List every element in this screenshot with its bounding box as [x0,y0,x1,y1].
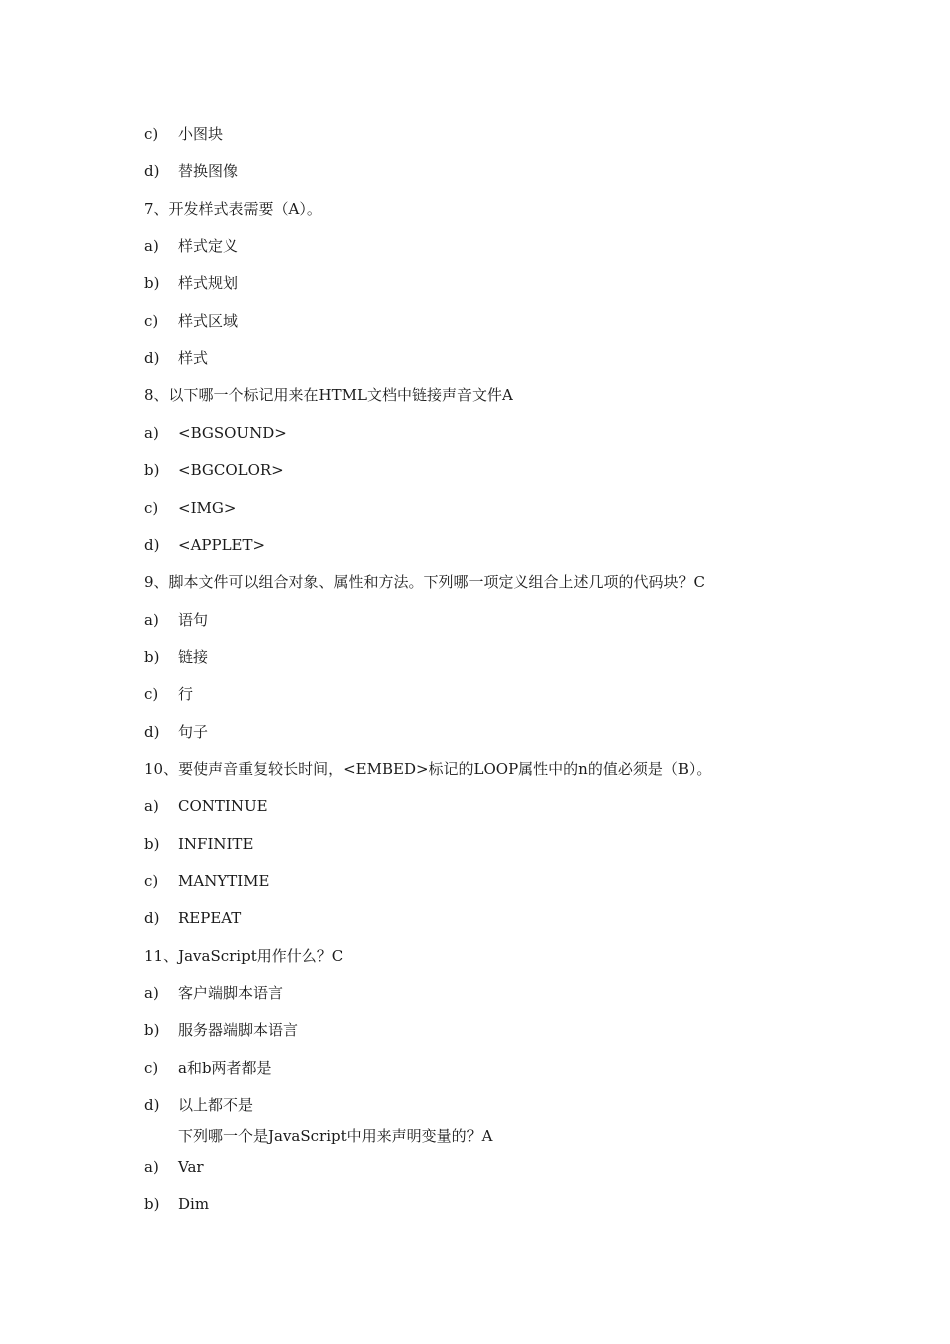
option-text: a和b两者都是 [178,1059,272,1077]
option-letter: a) [144,1158,159,1176]
option-text: <APPLET> [178,536,266,554]
answer-option [144,310,238,332]
answer-option [144,1193,209,1215]
option-text: Dim [178,1195,210,1213]
option-text: 样式规划 [178,274,239,292]
option-letter: c) [144,685,159,703]
option-letter: a) [144,984,159,1002]
option-letter: b) [144,461,160,479]
question-text: 7、开发样式表需要（A）。 [144,200,322,218]
option-text: <BGCOLOR> [178,461,284,479]
option-text: 服务器端脚本语言 [178,1021,299,1039]
option-letter: d) [144,349,160,367]
option-text: 行 [178,685,194,703]
option-text: 替换图像 [178,162,239,180]
option-text: REPEAT [178,909,242,927]
option-letter: d) [144,723,160,741]
answer-option [144,422,287,444]
option-text: 链接 [178,648,209,666]
option-text: 以上都不是 [178,1096,254,1114]
answer-option [144,534,265,556]
option-letter: b) [144,1195,160,1213]
answer-option [144,123,223,145]
option-text: CONTINUE [178,797,268,815]
answer-option [144,347,208,369]
answer-option [144,459,284,481]
option-letter: b) [144,648,160,666]
answer-option [144,497,236,519]
option-text: INFINITE [178,835,254,853]
option-letter: b) [144,835,160,853]
option-text: MANYTIME [178,872,270,890]
option-text: 小图块 [178,125,224,143]
option-letter: d) [144,1096,160,1114]
option-text: 句子 [178,723,209,741]
answer-option [144,683,193,705]
option-letter: a) [144,797,159,815]
question-text: 8、以下哪一个标记用来在HTML文档中链接声音文件A [144,386,513,404]
answer-option [144,833,253,855]
option-letter: a) [144,237,159,255]
answer-option [144,646,208,668]
option-letter: d) [144,909,160,927]
option-letter: a) [144,424,159,442]
option-letter: d) [144,536,160,554]
answer-option [144,1019,298,1041]
answer-option [144,272,238,294]
answer-option [144,721,208,743]
option-text: <IMG> [178,499,237,517]
option-text: 样式 [178,349,209,367]
option-text: 样式定义 [178,237,239,255]
answer-option [144,795,268,817]
option-letter: c) [144,312,159,330]
option-letter: c) [144,1059,159,1077]
answer-option [144,870,269,892]
question-text: 11、JavaScript用作什么？C [144,947,344,965]
option-text: <BGSOUND> [178,424,287,442]
option-text: 客户端脚本语言 [178,984,284,1002]
answer-option [144,235,238,257]
answer-option [144,982,283,1004]
answer-option [144,609,208,631]
answer-option [144,1094,253,1116]
option-letter: b) [144,274,160,292]
option-text: 语句 [178,611,209,629]
option-text: 样式区域 [178,312,239,330]
option-letter: a) [144,611,159,629]
answer-option [144,1156,204,1178]
option-letter: c) [144,125,159,143]
question-text: 9、脚本文件可以组合对象、属性和方法。下列哪一项定义组合上述几项的代码块？C [144,573,706,591]
question-text: 10、要使声音重复较长时间，<EMBED>标记的LOOP属性中的n的值必须是（B）。 [144,760,712,778]
option-letter: d) [144,162,160,180]
answer-option [144,907,241,929]
question-text-continuation: 下列哪一个是JavaScript中用来声明变量的？A [178,1127,493,1145]
answer-option [144,160,238,182]
answer-option [144,1057,272,1079]
option-letter: c) [144,499,159,517]
option-letter: c) [144,872,159,890]
option-text: Var [178,1158,204,1176]
option-letter: b) [144,1021,160,1039]
